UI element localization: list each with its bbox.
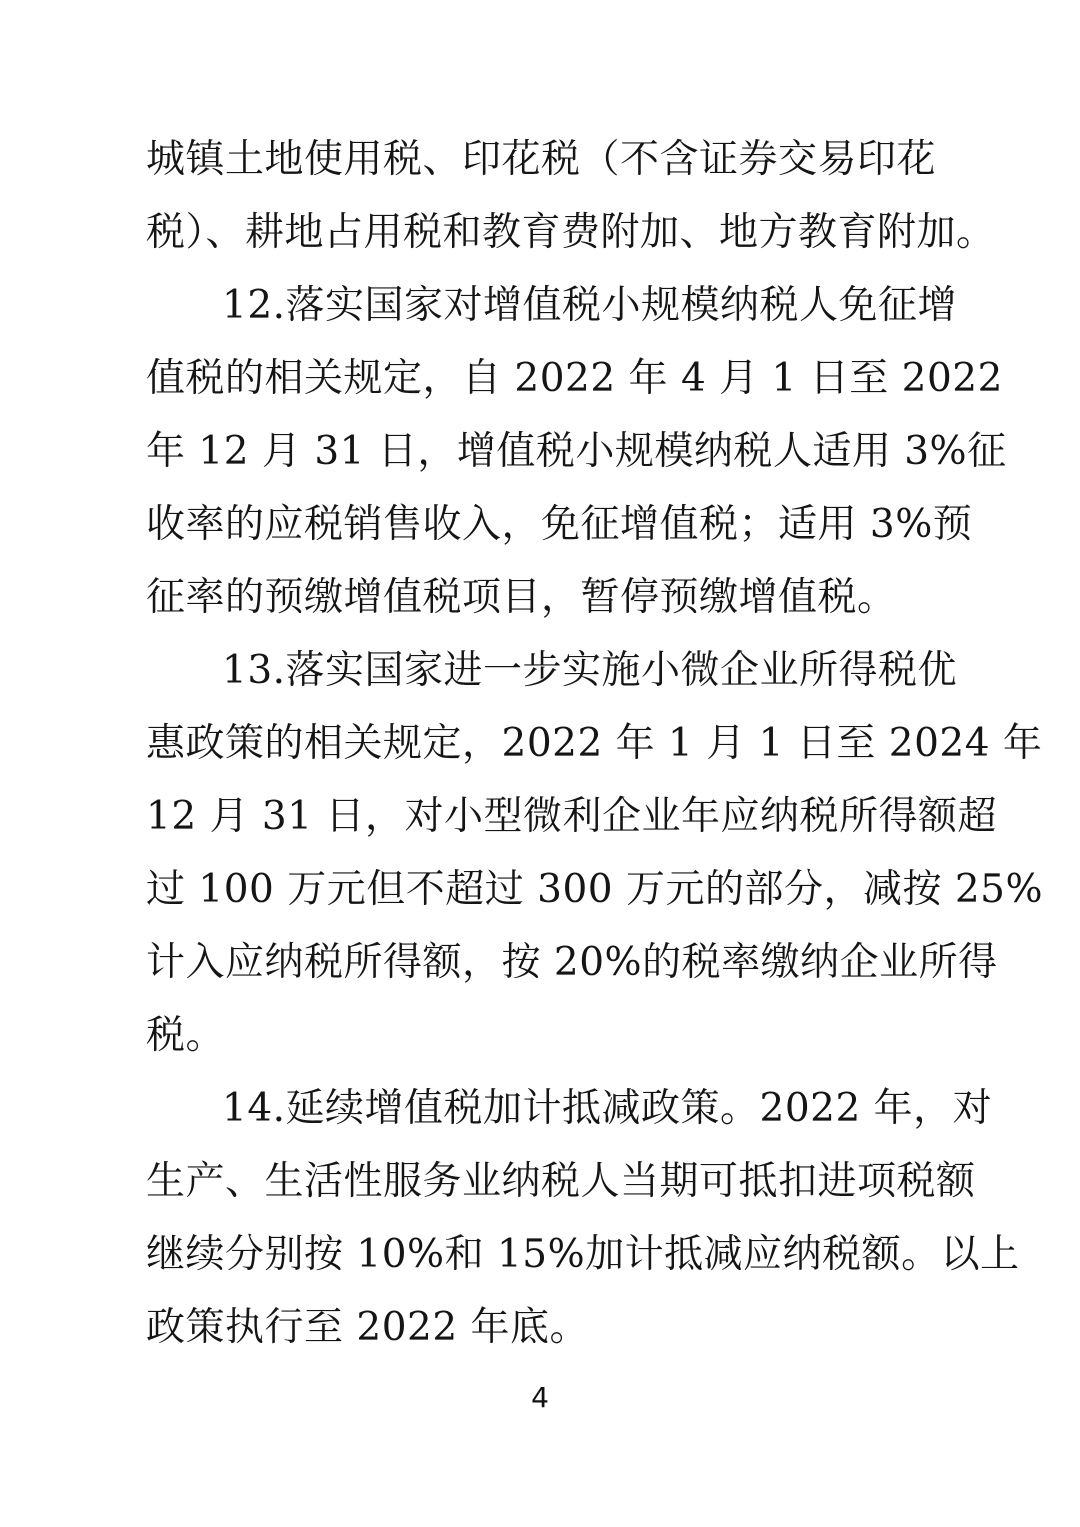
text-line: 12 月 31 日，对小型微利企业年应纳税所得额超 <box>146 794 997 839</box>
paragraph-12-first-line: 12.落实国家对增值税小规模纳税人免征增 <box>222 283 958 328</box>
text-line: 城镇土地使用税、印花税（不含证券交易印花 <box>146 137 937 182</box>
text-line: 征率的预缴增值税项目，暂停预缴增值税。 <box>146 575 897 620</box>
text-line: 惠政策的相关规定，2022 年 1 月 1 日至 2024 年 <box>146 721 1043 766</box>
text-line: 生产、生活性服务业纳税人当期可抵扣进项税额 <box>146 1159 976 1204</box>
text-line: 税）、耕地占用税和教育费附加、地方教育附加。 <box>146 210 996 255</box>
text-line: 税。 <box>146 1013 226 1058</box>
text-line: 政策执行至 2022 年底。 <box>146 1305 590 1350</box>
text-line: 收率的应税销售收入，免征增值税；适用 3%预 <box>146 502 973 547</box>
paragraph-13-first-line: 13.落实国家进一步实施小微企业所得税优 <box>222 648 958 693</box>
text-line: 过 100 万元但不超过 300 万元的部分，减按 25% <box>146 867 1044 912</box>
paragraph-14-first-line: 14.延续增值税加计抵减政策。2022 年，对 <box>222 1086 993 1131</box>
page-number: 4 <box>531 1381 549 1414</box>
text-line: 继续分别按 10%和 15%加计抵减应纳税额。以上 <box>146 1232 1020 1277</box>
text-line: 计入应纳税所得额，按 20%的税率缴纳企业所得 <box>146 940 998 985</box>
text-line: 年 12 月 31 日，增值税小规模纳税人适用 3%征 <box>146 429 1007 474</box>
text-line: 值税的相关规定，自 2022 年 4 月 1 日至 2022 <box>146 356 1003 401</box>
